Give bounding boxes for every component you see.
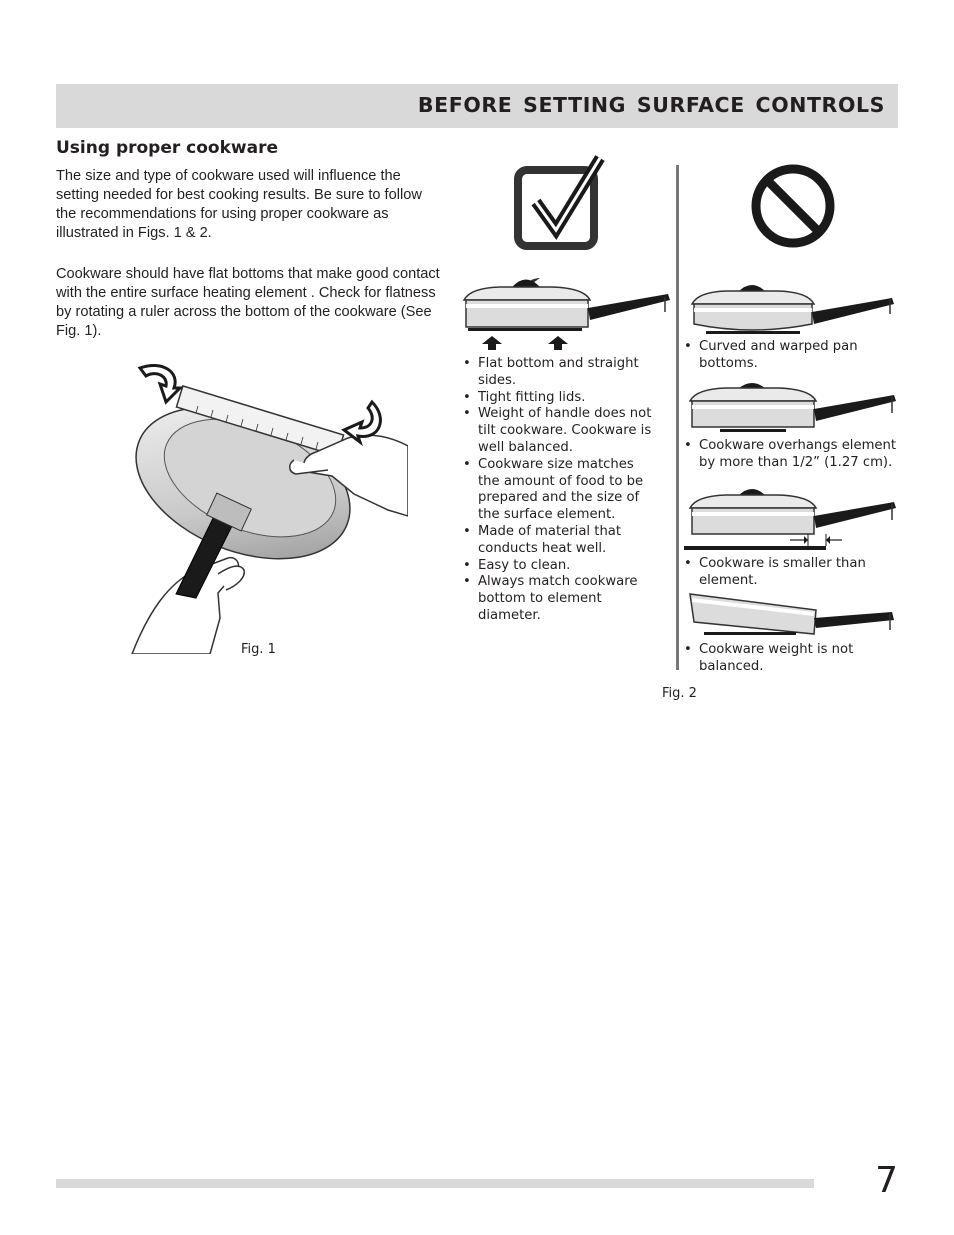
figure-2-caption: Fig. 2 xyxy=(662,686,697,701)
list-item: • Easy to clean. xyxy=(463,558,659,575)
list-item: • Tight fitting lids. xyxy=(463,390,659,407)
ruler-check-illustration xyxy=(118,358,408,654)
column-divider xyxy=(676,165,679,670)
page-title: BEFORE SETTING SURFACE CONTROLS xyxy=(417,93,885,117)
page-number: 7 xyxy=(875,1160,898,1201)
warped-pan-illustration xyxy=(686,278,898,336)
tilted-pan-illustration xyxy=(686,592,898,638)
footer-bar xyxy=(56,1179,814,1188)
list-item: • Flat bottom and straight sides. xyxy=(463,356,659,390)
intro-paragraph: The size and type of cookware used will influence the setting needed for best cooking results. Be sure to follow the recommendations for using proper cookware as illustrated in Figs. 1 & 2. xyxy=(56,168,422,241)
section-heading: Using proper cookware xyxy=(56,138,279,158)
bad-cookware-item xyxy=(684,339,898,373)
list-item: • Always match cookware bottom to element diameter. xyxy=(463,574,659,624)
list-item: • Curved and warped pan bottoms. xyxy=(684,339,898,373)
list-item: • Made of material that conducts heat well. xyxy=(463,524,659,558)
figure-1-caption: Fig. 1 xyxy=(241,642,276,657)
flatness-paragraph: Cookware should have flat bottoms that make good contact with the entire surface heating element . Check for flatness by rotating a ruler across the bottom of the cookware (See Fig. 1). xyxy=(56,266,440,339)
prohibited-icon xyxy=(750,163,836,249)
list-item: • Weight of handle does not tilt cookware. Cookware is well balanced. xyxy=(463,406,659,456)
header-bar xyxy=(56,84,898,128)
list-item: • Cookware weight is not balanced. xyxy=(684,642,898,676)
overhang-pan-illustration xyxy=(686,375,898,435)
bad-cookware-item xyxy=(684,438,898,472)
small-pan-illustration xyxy=(682,480,898,554)
list-item: • Cookware overhangs element by more than 1/2” (1.27 cm). xyxy=(684,438,898,472)
good-cookware-list xyxy=(463,356,659,625)
checkmark-icon xyxy=(510,152,610,252)
bad-cookware-item xyxy=(684,642,898,676)
list-item: • Cookware size matches the amount of food to be prepared and the size of the surface element. xyxy=(463,457,659,524)
flat-pan-illustration xyxy=(460,272,672,352)
list-item: • Cookware is smaller than element. xyxy=(684,556,898,590)
bad-cookware-item xyxy=(684,556,898,590)
